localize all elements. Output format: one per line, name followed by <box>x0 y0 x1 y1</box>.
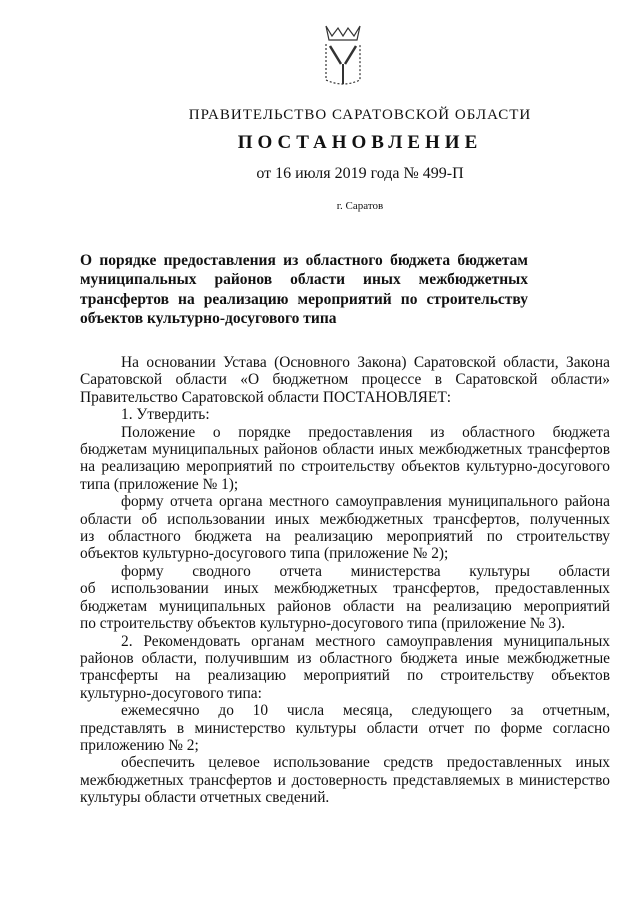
paragraph <box>80 633 610 703</box>
paragraph-line: представлять в министерство культуры области отчет по форме согласно <box>80 719 610 737</box>
document-body <box>80 354 610 807</box>
heading-line: трансфертов на реализацию мероприятий по строительству <box>80 290 528 308</box>
paragraph-line: Правительство Саратовской области ПОСТАНОВЛЯЕТ: <box>80 388 452 406</box>
paragraph-line: культуры области отчетных сведений. <box>80 789 330 807</box>
paragraph-line: 2. Рекомендовать органам местного самоуправления муниципальных <box>121 632 610 650</box>
paragraph-line: 1. Утвердить: <box>121 406 210 424</box>
paragraph-line: области об использовании иных межбюджетных трансфертов, полученных <box>80 510 610 528</box>
paragraph-line: об использовании иных межбюджетных трансфертов, предоставленных <box>80 580 610 598</box>
paragraph <box>80 424 610 494</box>
paragraph <box>80 702 610 754</box>
paragraph-line: объектов культурно-досугового типа (приложение № 2); <box>80 545 449 563</box>
paragraph-line: межбюджетных трансфертов и достоверность представляемых в министерство <box>80 771 610 789</box>
paragraph <box>80 563 610 633</box>
document-city: г. Саратов <box>336 200 384 212</box>
paragraph-line: На основании Устава (Основного Закона) Саратовской области, Закона <box>121 354 610 371</box>
document-type: ПОСТАНОВЛЕНИЕ <box>237 132 483 153</box>
paragraph <box>80 493 610 563</box>
paragraph-line: культурно-досугового типа: <box>80 684 262 702</box>
paragraph <box>80 406 610 423</box>
paragraph-line: районов области, получившим из областного бюджета иные межбюджетные <box>80 649 610 667</box>
paragraph-line: из областного бюджета на реализацию мероприятий по строительству <box>80 528 610 546</box>
paragraph <box>80 354 610 406</box>
heading-line: объектов культурно-досугового типа <box>80 309 337 327</box>
heading-line: муниципальных районов области иных межбюджетных <box>80 271 528 289</box>
document-date-number: от 16 июля 2019 года № 499-П <box>256 165 464 182</box>
coat-of-arms-emblem <box>318 22 368 90</box>
paragraph-line: приложению № 2; <box>80 736 199 754</box>
paragraph-line: бюджетам муниципальных районов области на реализацию мероприятий <box>80 597 610 615</box>
paragraph-line: по строительству объектов культурно-досугового типа (приложение № 3). <box>80 615 566 633</box>
government-name: ПРАВИТЕЛЬСТВО САРАТОВСКОЙ ОБЛАСТИ <box>188 107 532 123</box>
paragraph <box>80 754 610 806</box>
paragraph-line: форму сводного отчета министерства культуры области <box>121 562 610 580</box>
paragraph-line: бюджетам муниципальных районов области иных межбюджетных трансфертов <box>80 441 610 459</box>
paragraph-line: Саратовской области «О бюджетном процессе в Саратовской области» <box>80 371 610 389</box>
paragraph-line: трансферты на реализацию мероприятий по строительству объектов <box>80 667 610 685</box>
paragraph-line: форму отчета органа местного самоуправления муниципального района <box>121 493 610 511</box>
heading-line: О порядке предоставления из областного бюджета бюджетам <box>80 252 528 269</box>
paragraph-line: ежемесячно до 10 числа месяца, следующего за отчетным, <box>121 702 610 720</box>
document-heading <box>80 251 528 328</box>
paragraph-line: типа (приложение № 1); <box>80 475 239 493</box>
paragraph-line: обеспечить целевое использование средств предоставленных иных <box>121 754 610 772</box>
paragraph-line: Положение о порядке предоставления из областного бюджета <box>121 423 610 441</box>
paragraph-line: на реализацию мероприятий по строительству объектов культурно-досугового <box>80 458 610 476</box>
